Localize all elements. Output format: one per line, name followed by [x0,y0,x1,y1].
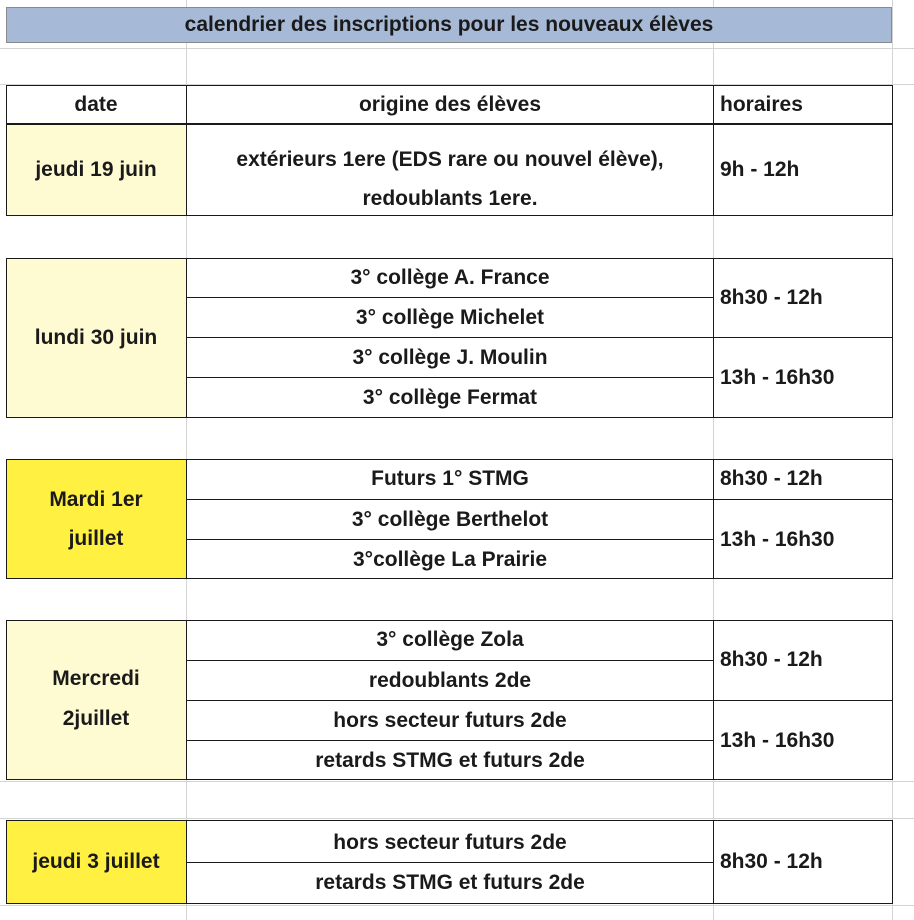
hours-cell: 8h30 - 12h [720,467,823,490]
origin-cell: 3° collège Michelet [355,305,545,329]
header-date: date [74,92,118,116]
origin-line: redoublants 1ere. [362,187,538,210]
origin-cell: retards STMG et futurs 2de [315,871,585,894]
gridline [0,781,914,782]
hours-cell: 9h - 12h [720,158,800,181]
gridline [0,905,914,906]
origin-cell: 3° collège A. France [350,265,550,289]
date-label: 2juillet [62,707,130,730]
date-label: juillet [68,527,124,550]
hours-cell: 8h30 - 12h [720,850,823,873]
origin-cell: hors secteur futurs 2de [333,830,567,854]
date-label: Mardi 1er [49,488,143,511]
hours-cell: 13h - 16h30 [720,728,835,752]
hours-cell: 13h - 16h30 [720,527,835,551]
hours-cell: 8h30 - 12h [720,648,823,671]
hours-cell: 13h - 16h30 [720,366,835,389]
origin-cell: redoublants 2de [368,668,532,692]
origin-cell: 3° collège J. Moulin [352,345,548,369]
header-hours: horaires [720,92,803,116]
origin-cell: 3° collège Fermat [362,386,538,409]
gridline [0,818,914,819]
origin-cell: 3°collège La Prairie [353,547,547,571]
origin-line: extérieurs 1ere (EDS rare ou nouvel élève), [236,148,664,171]
origin-cell: 3° collège Berthelot [351,507,549,531]
origin-cell: hors secteur futurs 2de [333,708,567,732]
date-label: jeudi 3 juillet [32,850,160,873]
origin-cell: Futurs 1° STMG [371,467,529,490]
date-label: Mercredi [52,667,140,690]
date-label: lundi 30 juin [34,326,158,349]
hours-cell: 8h30 - 12h [720,285,823,309]
sheet-title: calendrier des inscriptions pour les nouveaux élèves [6,7,892,43]
date-label: jeudi 19 juin [35,158,157,181]
origin-cell: retards STMG et futurs 2de [315,748,585,772]
gridline [0,48,914,49]
origin-cell: 3° collège Zola [376,628,524,651]
header-origin: origine des élèves [358,92,542,116]
